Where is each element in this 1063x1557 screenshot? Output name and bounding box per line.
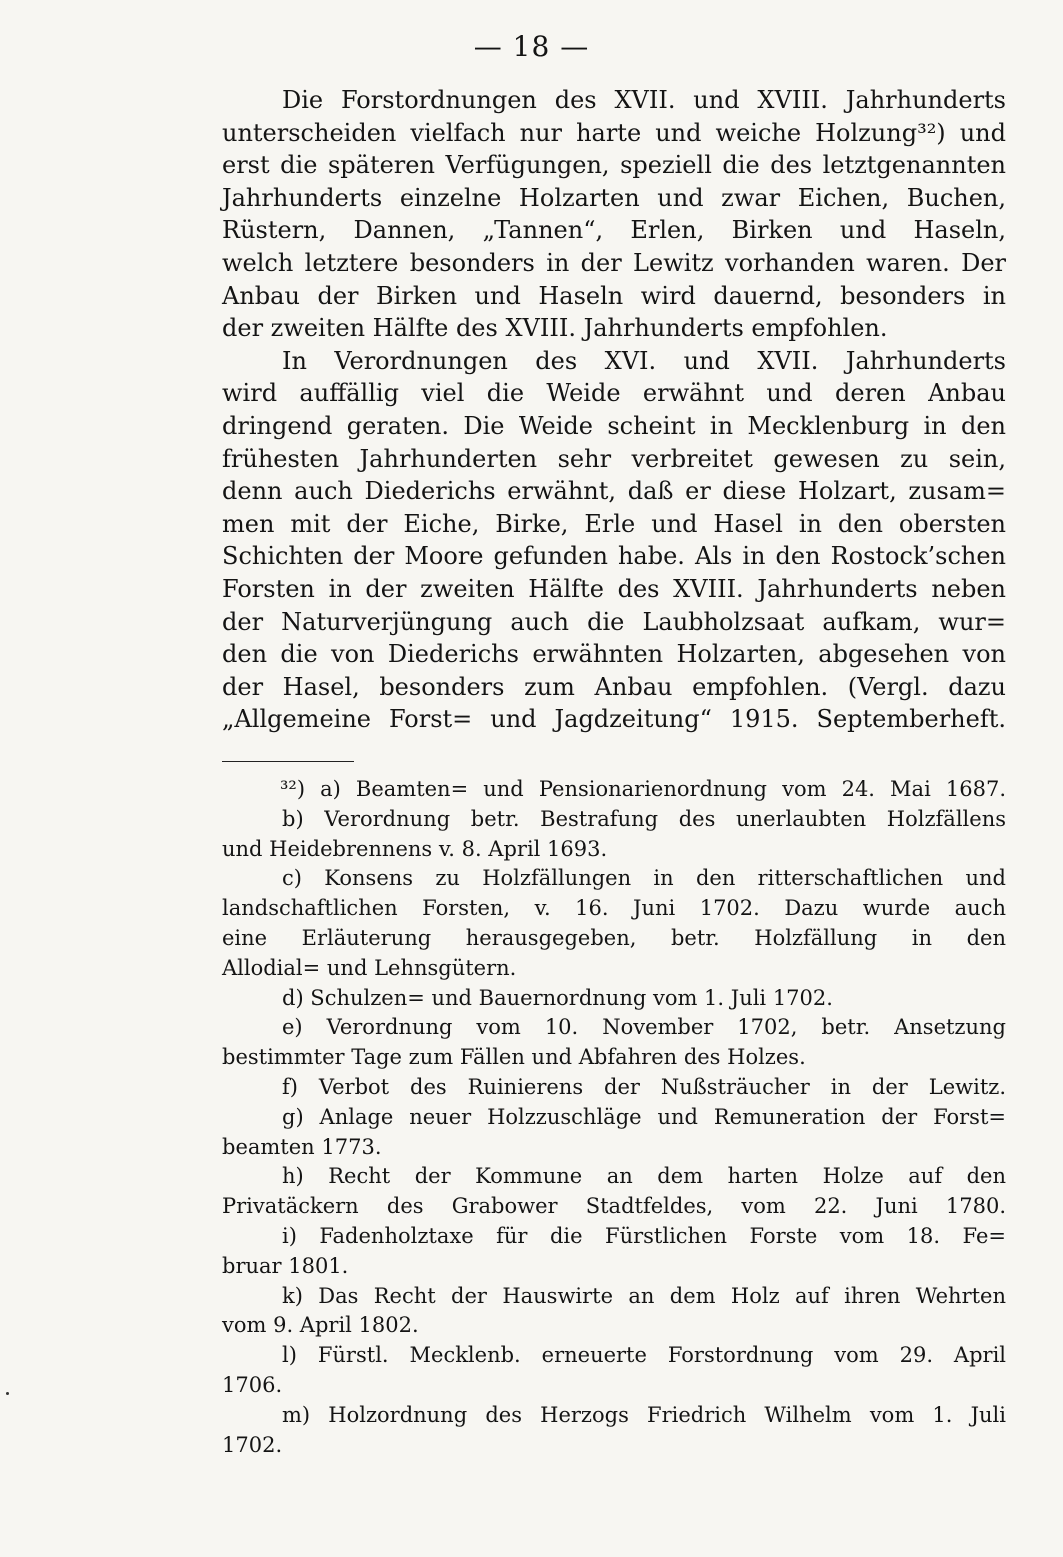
body-line: dringend geraten. Die Weide scheint in Mecklenburg in den — [222, 411, 1006, 440]
body-line: der zweiten Hälfte des XVIII. Jahrhunderts empfohlen. — [222, 314, 888, 343]
body-line: „Allgemeine Forst= und Jagdzeitung“ 1915. Septemberheft. — [222, 705, 1006, 734]
footnote-line: g) Anlage neuer Holzzuschläge und Remuneration der Forst= — [282, 1104, 1006, 1129]
body-line: welch letztere besonders in der Lewitz vorhanden waren. Der — [222, 248, 1006, 277]
footnote-line: eine Erläuterung herausgegeben, betr. Holzfällung in den — [222, 925, 1006, 950]
body-line: Die Forstordnungen des XVII. und XVIII. Jahrhunderts — [282, 86, 1006, 114]
body-line: der Naturverjüngung auch die Laubholzsaat aufkam, wur= — [222, 607, 1006, 636]
footnote-line: ³²) a) Beamten= und Pensionarienordnung vom 24. Mai 1687. — [280, 777, 1006, 801]
footnote-line: d) Schulzen= und Bauernordnung vom 1. Juli 1702. — [282, 985, 833, 1010]
body-line: In Verordnungen des XVI. und XVII. Jahrhunderts — [282, 346, 1006, 375]
body-line: Rüstern, Dannen, „Tannen“, Erlen, Birken und Haseln, — [222, 216, 1006, 245]
footnote-line: c) Konsens zu Holzfällungen in den ritterschaftlichen und — [282, 866, 1006, 891]
footnote-line: f) Verbot des Ruinierens der Nußsträucher in der Lewitz. — [282, 1074, 1006, 1099]
body-line: men mit der Eiche, Birke, Erle und Hasel in den obersten — [222, 509, 1006, 538]
page-number: — 18 — — [473, 30, 590, 63]
footnote-line: bestimmter Tage zum Fällen und Abfahren des Holzes. — [222, 1045, 806, 1070]
footnote-line: Allodial= und Lehnsgütern. — [222, 955, 517, 980]
footnote-separator — [222, 761, 354, 762]
scan-speck — [6, 1392, 9, 1395]
body-line: Jahrhunderts einzelne Holzarten und zwar Eichen, Buchen, — [222, 183, 1006, 212]
footnote-line: 1706. — [222, 1372, 283, 1397]
body-line: Forsten in der zweiten Hälfte des XVIII. Jahrhunderts neben — [222, 574, 1006, 603]
footnote-line: b) Verordnung betr. Bestrafung des unerlaubten Holzfällens — [282, 806, 1006, 831]
footnote-line: l) Fürstl. Mecklenb. erneuerte Forstordnung vom 29. April — [282, 1343, 1006, 1368]
footnote-line: e) Verordnung vom 10. November 1702, betr. Ansetzung — [282, 1015, 1006, 1040]
footnote-line: i) Fadenholztaxe für die Fürstlichen Forste vom 18. Fe= — [282, 1223, 1006, 1248]
body-line: den die von Diederichs erwähnten Holzarten, abgesehen von — [222, 640, 1006, 669]
footnote-line: und Heidebrennens v. 8. April 1693. — [222, 836, 608, 861]
footnote-line: bruar 1801. — [222, 1253, 349, 1278]
body-line: Schichten der Moore gefunden habe. Als in den Rostock’schen — [222, 542, 1006, 571]
body-line: Anbau der Birken und Haseln wird dauernd, besonders in — [222, 281, 1006, 310]
footnote-line: landschaftlichen Forsten, v. 16. Juni 1702. Dazu wurde auch — [222, 896, 1006, 921]
body-line: denn auch Diederichs erwähnt, daß er diese Holzart, zusam= — [222, 477, 1006, 506]
body-line: frühesten Jahrhunderten sehr verbreitet gewesen zu sein, — [222, 444, 1006, 473]
footnote-line: k) Das Recht der Hauswirte an dem Holz auf ihren Wehrten — [282, 1283, 1006, 1308]
body-text — [222, 84, 1006, 736]
footnote-line: m) Holzordnung des Herzogs Friedrich Wilhelm vom 1. Juli — [282, 1402, 1006, 1427]
footnote-line: vom 9. April 1802. — [222, 1313, 419, 1338]
footnote-line: Privatäckern des Grabower Stadtfeldes, vom 22. Juni 1780. — [222, 1194, 1006, 1219]
footnotes — [222, 775, 1006, 1460]
body-line: wird auffällig viel die Weide erwähnt und deren Anbau — [222, 379, 1006, 408]
body-line: der Hasel, besonders zum Anbau empfohlen. (Vergl. dazu — [222, 672, 1006, 701]
footnote-line: 1702. — [222, 1432, 283, 1457]
footnote-line: h) Recht der Kommune an dem harten Holze auf den — [282, 1164, 1006, 1189]
body-line: erst die späteren Verfügungen, speziell die des letztgenannten — [222, 151, 1006, 180]
body-line: unterscheiden vielfach nur harte und weiche Holzung³²) und — [222, 118, 1006, 147]
footnote-line: beamten 1773. — [222, 1134, 382, 1159]
